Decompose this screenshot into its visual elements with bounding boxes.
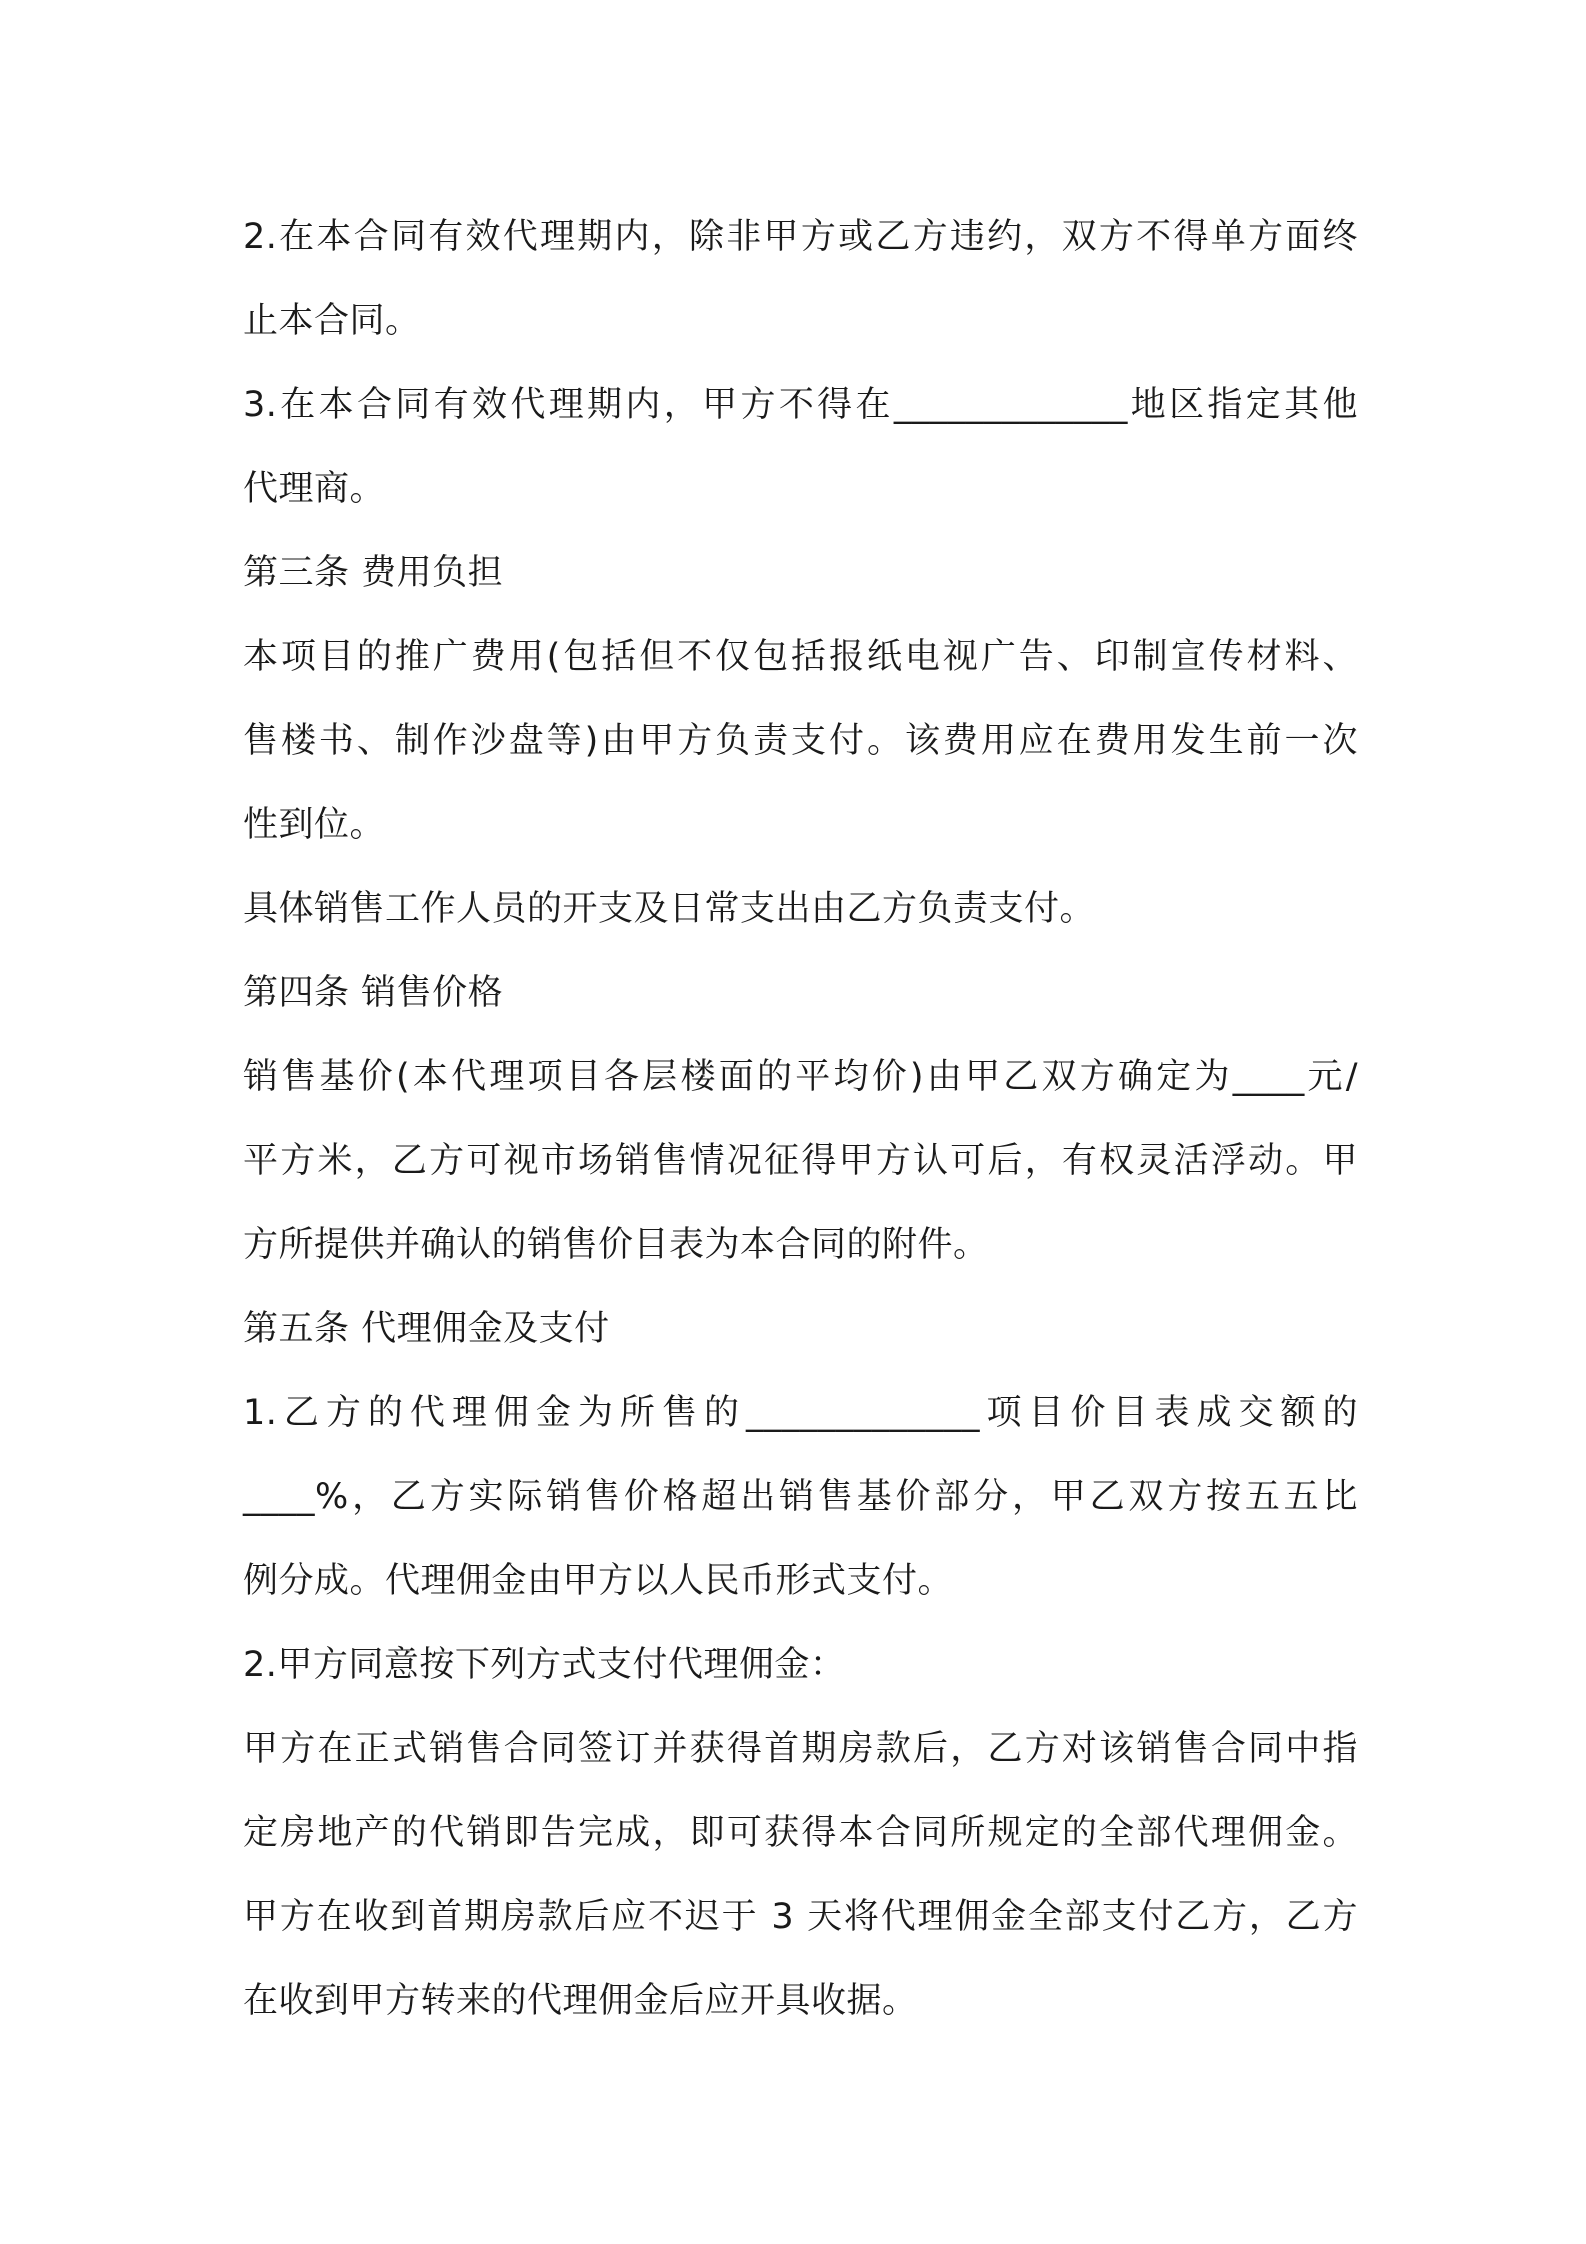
article-3-heading: 第三条 费用负担 [243, 553, 504, 593]
article-3-para-2: 具体销售工作人员的开支及日常支出由乙方负责支付。 [243, 889, 1096, 929]
article-3-para-1-line-1: 本项目的推广费用(包括但不仅包括报纸电视广告、印制宣传材料、 [243, 637, 1358, 677]
document-body [243, 195, 1358, 2043]
article-4-para-line-2: 平方米，乙方可视市场销售情况征得甲方认可后，有权灵活浮动。甲 [243, 1141, 1358, 1181]
article-5-para-line-4: 在收到甲方转来的代理佣金后应开具收据。 [243, 1981, 918, 2021]
article-5-clause-1-line-3: 例分成。代理佣金由甲方以人民币形式支付。 [243, 1561, 954, 1601]
article-5-clause-2: 2.甲方同意按下列方式支付代理佣金： [243, 1645, 846, 1685]
clause-3-line-1: 3.在本合同有效代理期内，甲方不得在_____________地区指定其他 [243, 385, 1358, 425]
article-5-heading: 第五条 代理佣金及支付 [243, 1309, 610, 1349]
article-4-para-line-1: 销售基价(本代理项目各层楼面的平均价)由甲乙双方确定为____元/ [243, 1057, 1358, 1097]
article-5-clause-1-line-2: ____%，乙方实际销售价格超出销售基价部分，甲乙双方按五五比 [243, 1477, 1358, 1517]
article-3-para-1-line-3: 性到位。 [243, 805, 386, 845]
article-4-para-line-3: 方所提供并确认的销售价目表为本合同的附件。 [243, 1225, 989, 1265]
article-5-para-line-2: 定房地产的代销即告完成，即可获得本合同所规定的全部代理佣金。 [243, 1813, 1358, 1853]
clause-2-line-2: 止本合同。 [243, 301, 421, 341]
article-3-para-1-line-2: 售楼书、制作沙盘等)由甲方负责支付。该费用应在费用发生前一次 [243, 721, 1358, 761]
article-4-heading: 第四条 销售价格 [243, 973, 504, 1013]
clause-2-line-1: 2.在本合同有效代理期内，除非甲方或乙方违约，双方不得单方面终 [243, 217, 1358, 257]
article-5-clause-1-line-1: 1.乙方的代理佣金为所售的_____________项目价目表成交额的 [243, 1393, 1358, 1433]
article-5-para-line-1: 甲方在正式销售合同签订并获得首期房款后，乙方对该销售合同中指 [243, 1729, 1358, 1769]
article-5-para-line-3: 甲方在收到首期房款后应不迟于 3 天将代理佣金全部支付乙方，乙方 [243, 1897, 1358, 1937]
clause-3-line-2: 代理商。 [243, 469, 386, 509]
